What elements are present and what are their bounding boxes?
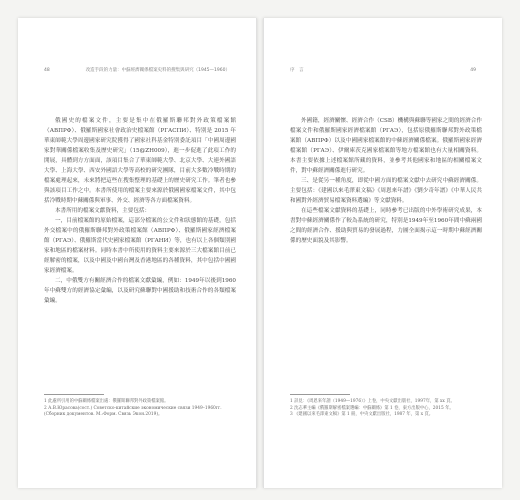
footnote-rule	[290, 394, 350, 395]
right-page-header	[290, 65, 476, 75]
left-page-number: 48	[44, 67, 50, 73]
right-page-number: 49	[470, 67, 476, 73]
right-body-text	[290, 116, 482, 246]
footnote: 1 詳見：《周恩來年譜（1949—1976）》上卷，中央文獻出版社，1997年，第 xx 頁。	[290, 399, 455, 404]
left-running-title: 改造手段的力量：中蘇經濟關係檔案史料的搜集與研究（1945—1960）	[85, 68, 230, 73]
left-page	[18, 18, 257, 488]
left-body-text	[44, 116, 236, 306]
paragraph: 在這些檔案文獻資料的基礎上，同時參考已出版的中外學術研究成果，本書對中蘇經濟關係作了較為系統的研究，特別是1949年至1960年間中蘇兩國之間的經濟合作、援助與貿易的發展過程，力圖全面揭示這一時期中蘇經濟關係的歷史面貌及其影響。	[290, 208, 482, 244]
left-footnotes	[44, 394, 236, 419]
paragraph: 俄國史的檔案文件，主要是集中在俄羅斯聯邦對外政策檔案館（АВПРФ）、俄羅斯國家社會政治史檔案館（РГАСПИ）、特別是 2015 年華東師範大學周邊國家研究院獲得了國家社科基金特別委託項目「中國周邊國家對華關係檔案收集及歷史研究」（15@ZH009），進一步促進了此項工作的開展，具體到方方面面，該項目集合了華東師範大學、北京大學、大連外國語大學、上海大學、西安外國語大學等高校的研究團隊，目前大多數冷戰時期的檔案處理起來，未來將把這些在搜集整理的基礎上的歷史研究工作。筆者也參與該項目工作之中。本書所使用的檔案主要來源於俄國國家檔案文件，其中包括冷戰時期中蘇關係與軍事、外交、經濟等各方面檔案資料。	[44, 118, 236, 204]
paragraph: 三、是從另一種角度，即從中國方面的檔案文獻中去研究中蘇經濟關係。主要包括：《建國以來毛澤東文稿》《周恩來年譜》《劉少奇年譜》《中華人民共和國對外經濟貿易檔案資料選編》等文獻資料。	[290, 178, 482, 204]
footnote: 2 А.В.Юрасова(сост.) Советско-китайские экономические связи 1949–1960гг. (Сборник документов. М.:Форм. Связь Экон.2019)。	[44, 405, 222, 417]
paragraph: 一，目前檔案館的原始檔案，這部分檔案的公文件和狀態館的基礎，包括外交檔案中的俄羅斯聯邦對外政策檔案館（АВПРФ）、俄羅斯國家經濟檔案館（РГАЭ）、俄羅斯當代史國家檔案館（РГАНИ）等，也有以上各個類別國家和地區的檔案材料。同時本書中所使用的資料主要來源於三大檔案館目前已經解密的檔案，以及中國及中國台灣及香港地區的各種資料，其中包括中國國家經濟檔案。	[44, 218, 236, 274]
footnote: 1 此處所引用的中蘇關係檔案出處：俄羅斯聯邦對外政策檔案館。	[44, 399, 169, 404]
right-running-title: 序 言	[290, 68, 304, 73]
footnote: 3 《建國以來毛澤東文稿》第 1 冊，中央文獻出版社，1987 年，第 x 頁。	[290, 412, 434, 417]
right-page	[263, 18, 502, 488]
paragraph: 本書所用的檔案文獻資料，主要包括：	[55, 208, 151, 214]
footnote: 2 沈志華主編《俄羅斯解密檔案選編：中蘇關係》第 1 卷，東方出版中心，2015 年。	[290, 405, 454, 411]
book-spread	[18, 18, 502, 488]
paragraph: 二，中俄雙方有關經濟合作的檔案文獻彙編，例如：1949年以後到1960年中蘇雙方的經濟協定彙編，以及研究蘇聯對中國援助和技術合作的各類檔案彙編。	[44, 278, 236, 304]
paragraph: 外國籍，經濟關懷、經濟合作（CSB）機構與蘇聯等國家之間的經濟合作檔案文件和俄羅斯國家經濟檔案館（РГАЭ），包括原俄羅斯聯邦對外政策檔案館（АВПРФ）以及中國國家檔案館的中蘇經濟關係檔案。俄羅斯國家經濟檔案館（РГАЭ）、伊爾庫茨克國家檔案館等地方檔案館也有大量相關資料。本書主要依據上述檔案館所藏的資料，並參考其他國家和地區的相關檔案文件，對中蘇經濟關係進行研究。	[290, 118, 482, 174]
left-page-header	[44, 65, 230, 75]
right-footnotes	[290, 394, 482, 419]
footnote-rule	[44, 394, 104, 395]
